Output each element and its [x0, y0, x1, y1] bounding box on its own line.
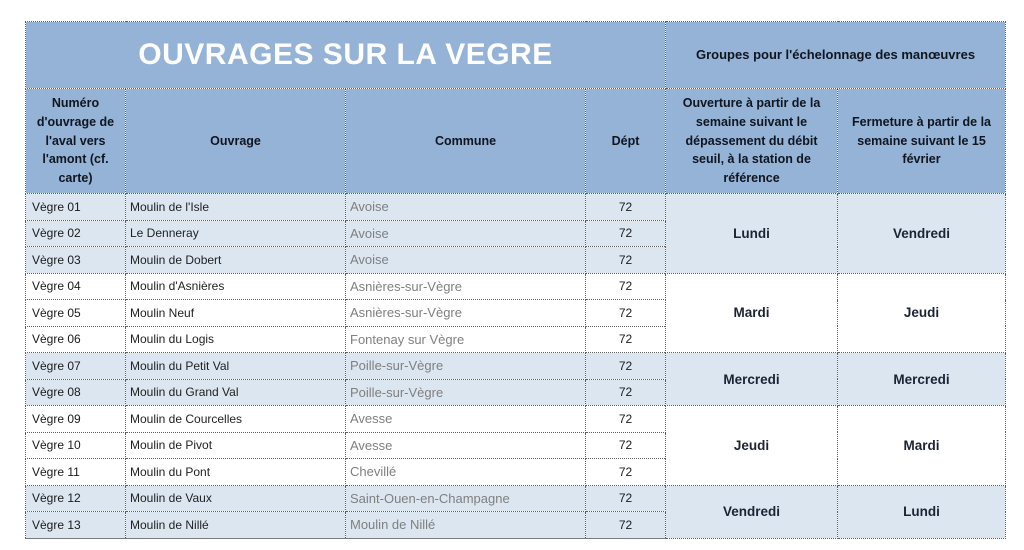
cell-dept: 72 — [586, 273, 666, 300]
cell-ouverture-day: Mercredi — [666, 353, 838, 406]
column-header-numero: Numéro d'ouvrage de l'aval vers l'amont (cf. carte) — [26, 89, 126, 194]
cell-commune: Poille-sur-Vègre — [346, 379, 586, 406]
cell-dept: 72 — [586, 379, 666, 406]
cell-commune: Saint-Ouen-en-Champagne — [346, 485, 586, 512]
cell-fermeture-day: Mardi — [838, 406, 1006, 486]
cell-ouvrage: Moulin de Courcelles — [126, 406, 346, 433]
cell-ouvrage: Moulin du Pont — [126, 459, 346, 486]
cell-numero: Vègre 03 — [26, 247, 126, 274]
cell-ouvrage: Moulin Neuf — [126, 300, 346, 327]
table-row — [26, 273, 1006, 300]
cell-commune: Moulin de Nillé — [346, 512, 586, 539]
cell-ouvrage: Moulin de Vaux — [126, 485, 346, 512]
cell-numero: Vègre 02 — [26, 220, 126, 247]
cell-numero: Vègre 07 — [26, 353, 126, 380]
cell-ouverture-day: Lundi — [666, 194, 838, 274]
cell-numero: Vègre 12 — [26, 485, 126, 512]
column-header-commune: Commune — [346, 89, 586, 194]
cell-commune: Asnières-sur-Vègre — [346, 300, 586, 327]
cell-ouvrage: Moulin du Petit Val — [126, 353, 346, 380]
cell-dept: 72 — [586, 485, 666, 512]
cell-dept: 72 — [586, 326, 666, 353]
cell-dept: 72 — [586, 247, 666, 274]
table-body — [26, 194, 1006, 539]
table-row — [26, 485, 1006, 512]
cell-ouverture-day: Vendredi — [666, 485, 838, 538]
cell-dept: 72 — [586, 194, 666, 221]
cell-commune: Fontenay sur Vègre — [346, 326, 586, 353]
cell-fermeture-day: Lundi — [838, 485, 1006, 538]
column-header-fermeture: Fermeture à partir de la semaine suivant le 15 février — [838, 89, 1006, 194]
cell-dept: 72 — [586, 432, 666, 459]
cell-numero: Vègre 11 — [26, 459, 126, 486]
group-section-header: Groupes pour l'échelonnage des manœuvres — [666, 22, 1006, 89]
cell-numero: Vègre 09 — [26, 406, 126, 433]
cell-fermeture-day: Jeudi — [838, 273, 1006, 353]
cell-commune: Avesse — [346, 432, 586, 459]
table-row — [26, 194, 1006, 221]
ouvrages-table — [25, 21, 1006, 539]
title-row — [26, 22, 1006, 89]
cell-dept: 72 — [586, 220, 666, 247]
cell-ouvrage: Moulin de l'Isle — [126, 194, 346, 221]
cell-numero: Vègre 13 — [26, 512, 126, 539]
cell-ouverture-day: Mardi — [666, 273, 838, 353]
cell-ouvrage: Moulin d'Asnières — [126, 273, 346, 300]
cell-ouvrage: Le Denneray — [126, 220, 346, 247]
cell-numero: Vègre 08 — [26, 379, 126, 406]
cell-commune: Avoise — [346, 247, 586, 274]
cell-ouvrage: Moulin du Grand Val — [126, 379, 346, 406]
cell-dept: 72 — [586, 300, 666, 327]
cell-dept: 72 — [586, 406, 666, 433]
table-row — [26, 353, 1006, 380]
table-row — [26, 406, 1006, 433]
column-header-dept: Dépt — [586, 89, 666, 194]
cell-commune: Avoise — [346, 220, 586, 247]
cell-commune: Avoise — [346, 194, 586, 221]
cell-ouverture-day: Jeudi — [666, 406, 838, 486]
column-header-ouvrage: Ouvrage — [126, 89, 346, 194]
cell-fermeture-day: Vendredi — [838, 194, 1006, 274]
cell-ouvrage: Moulin de Dobert — [126, 247, 346, 274]
cell-ouvrage: Moulin du Logis — [126, 326, 346, 353]
cell-dept: 72 — [586, 459, 666, 486]
cell-numero: Vègre 06 — [26, 326, 126, 353]
cell-fermeture-day: Mercredi — [838, 353, 1006, 406]
cell-numero: Vègre 10 — [26, 432, 126, 459]
cell-dept: 72 — [586, 512, 666, 539]
column-header-ouverture: Ouverture à partir de la semaine suivant le dépassement du débit seuil, à la station de référence — [666, 89, 838, 194]
cell-numero: Vègre 04 — [26, 273, 126, 300]
column-header-row — [26, 89, 1006, 194]
cell-commune: Asnières-sur-Vègre — [346, 273, 586, 300]
cell-ouvrage: Moulin de Nillé — [126, 512, 346, 539]
cell-dept: 72 — [586, 353, 666, 380]
table-title: OUVRAGES SUR LA VEGRE — [26, 22, 666, 89]
cell-commune: Chevillé — [346, 459, 586, 486]
cell-numero: Vègre 05 — [26, 300, 126, 327]
cell-numero: Vègre 01 — [26, 194, 126, 221]
cell-commune: Avesse — [346, 406, 586, 433]
cell-ouvrage: Moulin de Pivot — [126, 432, 346, 459]
cell-commune: Poille-sur-Vègre — [346, 353, 586, 380]
